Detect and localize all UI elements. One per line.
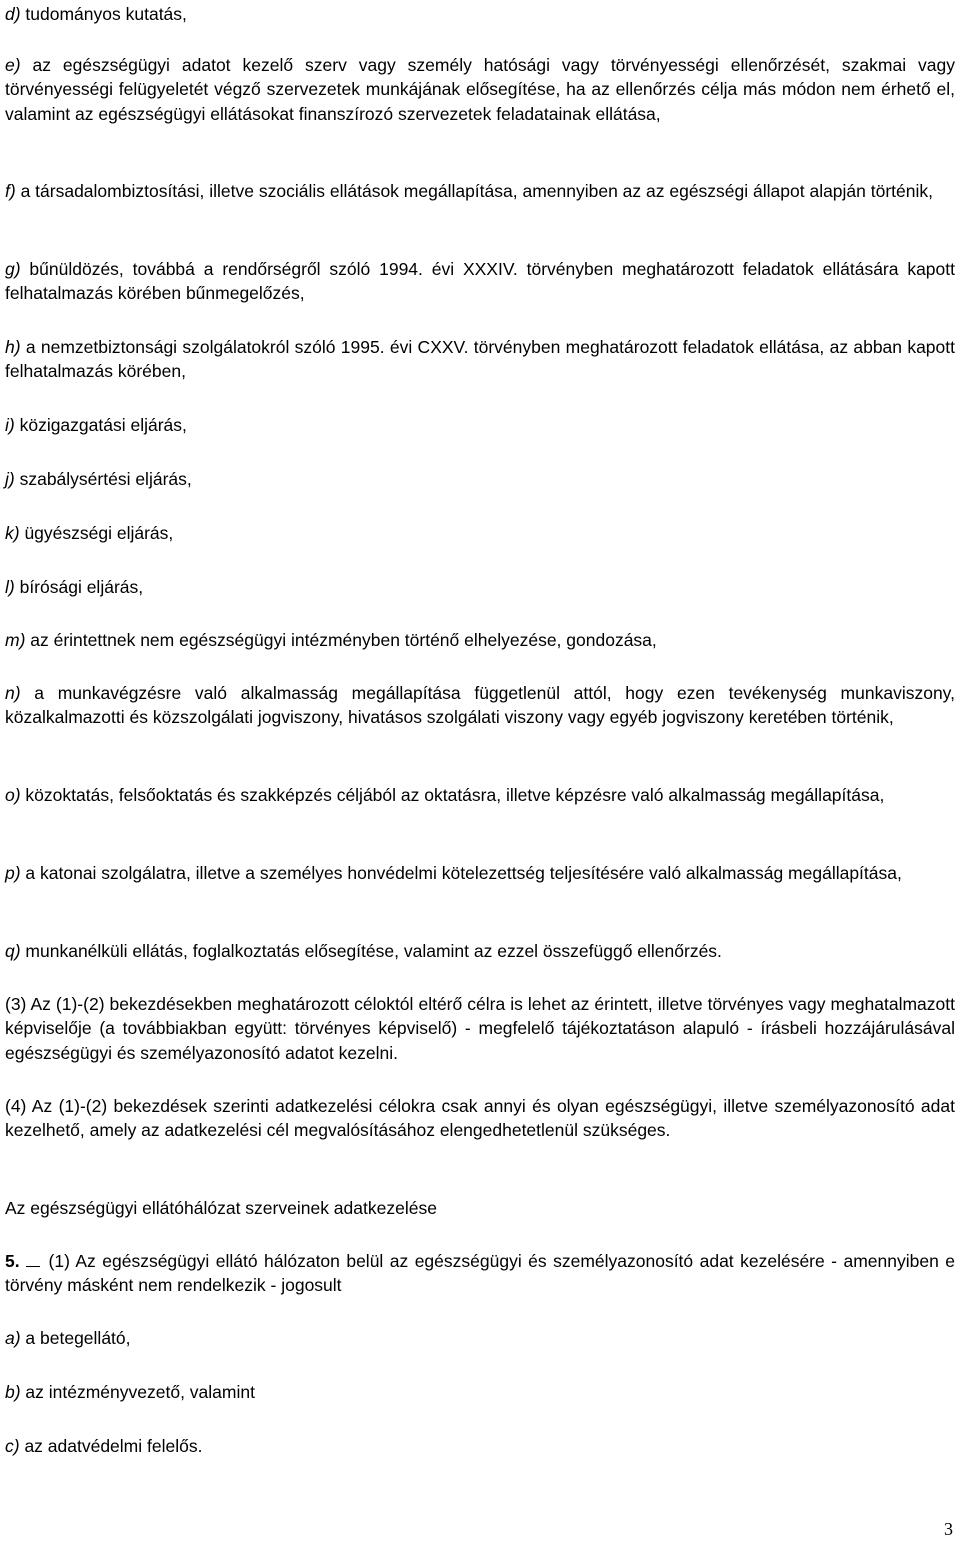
item-text: (4) Az (1)-(2) bekezdések szerinti adatkezelési célokra csak annyi és olyan egészségügyi, illetve személyazonosító adat kezelhető, amely az adatkezelési cél megvalósításához elengedhetetlenül szükséges. — [5, 1096, 955, 1141]
item-mark: c) — [5, 1436, 20, 1456]
item-text: ügyészségi eljárás, — [19, 523, 174, 543]
item-text: közigazgatási eljárás, — [14, 415, 187, 435]
section-number: 5. — [5, 1251, 20, 1271]
item-mark: k) — [5, 523, 20, 543]
item-mark: a) — [5, 1328, 21, 1348]
paragraph-f — [5, 179, 955, 203]
paragraph-k — [5, 521, 955, 545]
item-mark: l) — [5, 577, 15, 597]
item-text: a munkavégzésre való alkalmasság megállapítása függetlenül attól, hogy ezen tevékenység munkaviszony, közalkalmazotti és közszolgálati jogviszony, hivatásos szolgálati viszony vagy egyéb jogviszony keretében történik, — [5, 683, 955, 728]
paragraph-b — [5, 1380, 955, 1404]
item-mark: i) — [5, 415, 15, 435]
item-text: (1) Az egészségügyi ellátó hálózaton belül az egészségügyi és személyazonosító adat kezelésére - amennyiben e törvény másként nem rendelkezik - jogosult — [5, 1251, 955, 1296]
heading-text: Az egészségügyi ellátóhálózat szerveinek adatkezelése — [5, 1198, 437, 1218]
item-text: bírósági eljárás, — [14, 577, 144, 597]
item-mark: j) — [5, 469, 15, 489]
item-mark: d) — [5, 4, 21, 24]
item-mark: q) — [5, 941, 21, 961]
item-text: munkanélküli ellátás, foglalkoztatás elősegítése, valamint az ezzel összefüggő ellenőrzés. — [20, 941, 722, 961]
section-heading — [5, 1196, 955, 1220]
item-text: bűnüldözés, továbbá a rendőrségről szóló 1994. évi XXXIV. törvényben meghatározott feladatok ellátására kapott felhatalmazás körében bűnmegelőzés, — [5, 259, 955, 304]
paragraph-e — [5, 53, 955, 126]
item-text: közoktatás, felsőoktatás és szakképzés céljából az oktatásra, illetve képzésre való alkalmasság megállapítása, — [20, 785, 885, 805]
paragraph-section-3 — [5, 992, 955, 1065]
item-text: tudományos kutatás, — [20, 4, 187, 24]
paragraph-p — [5, 861, 955, 885]
paragraph-m — [5, 628, 955, 652]
item-text: az intézményvezető, valamint — [20, 1382, 255, 1402]
item-text: az érintettnek nem egészségügyi intézményben történő elhelyezése, gondozása, — [25, 630, 657, 650]
paragraph-section-5 — [5, 1249, 955, 1298]
paragraph-c — [5, 1434, 955, 1458]
item-text: az adatvédelmi felelős. — [19, 1436, 203, 1456]
item-mark: p) — [5, 863, 21, 883]
item-text: (3) Az (1)-(2) bekezdésekben meghatározott céloktól eltérő célra is lehet az érintett, illetve törvényes vagy meghatalmazott képviselője (a továbbiakban együtt: törvényes képviselő) - megfelelő tájékoztatáson alapuló - írásbeli hozzájárulásával egészségügyi és személyazonosító adatot kezelni. — [5, 994, 955, 1063]
paragraph-i — [5, 413, 955, 437]
paragraph-section-4 — [5, 1094, 955, 1143]
paragraph-a — [5, 1326, 955, 1350]
page-number: 3 — [944, 1519, 953, 1539]
paragraph-h — [5, 335, 955, 384]
item-mark: m) — [5, 630, 26, 650]
paragraph-j — [5, 467, 955, 491]
item-mark: b) — [5, 1382, 21, 1402]
paragraph-o — [5, 783, 955, 807]
item-mark: n) — [5, 683, 21, 703]
paragraph-q — [5, 939, 955, 963]
item-text: szabálysértési eljárás, — [14, 469, 192, 489]
item-text: a katonai szolgálatra, illetve a személyes honvédelmi kötelezettség teljesítésére való alkalmasság megállapítása, — [20, 863, 902, 883]
item-mark: g) — [5, 259, 21, 279]
item-mark: h) — [5, 337, 21, 357]
section-underline — [26, 1250, 40, 1267]
paragraph-n — [5, 681, 955, 730]
item-text: az egészségügyi adatot kezelő szerv vagy személy hatósági vagy törvényességi ellenőrzését, szakmai vagy törvényességi felügyeletét végző szervezetek munkájának elősegítése, ha az ellenőrzés célja más módon nem érhető el, valamint az egészségügyi ellátásokat finanszírozó szervezetek feladatainak ellátása, — [5, 55, 955, 124]
item-text: a nemzetbiztonsági szolgálatokról szóló 1995. évi CXXV. törvényben meghatározott feladatok ellátása, az abban kapott felhatalmazás körében, — [5, 337, 955, 382]
item-text: a társadalombiztosítási, illetve szociális ellátások megállapítása, amennyiben az az egészségi állapot alapján történik, — [15, 181, 934, 201]
paragraph-g — [5, 257, 955, 306]
item-mark: e) — [5, 55, 21, 75]
item-mark: f) — [5, 181, 16, 201]
item-mark: o) — [5, 785, 21, 805]
paragraph-d — [5, 2, 955, 26]
paragraph-l — [5, 575, 955, 599]
item-text: a betegellátó, — [20, 1328, 131, 1348]
